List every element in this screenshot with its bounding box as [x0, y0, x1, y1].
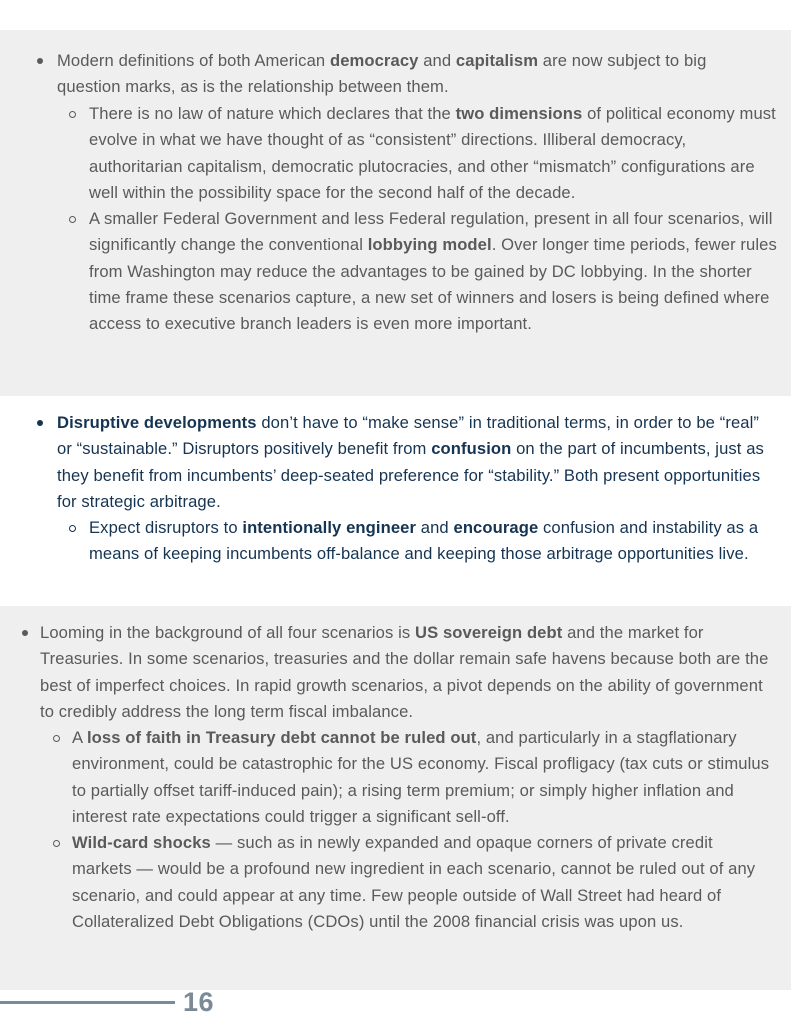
section-disruptive-developments	[0, 400, 791, 596]
bullet-democracy-capitalism: Modern definitions of both American democracy and capitalism are now subject to big question marks, as is the relationship between them.	[57, 48, 757, 101]
bullet-sovereign-debt: Looming in the background of all four scenarios is US sovereign debt and the market for Treasuries. In some scenarios, treasuries and the dollar remain safe havens because both are the best of imperfect choices. In rapid growth scenarios, a pivot depends on the ability of government to credibly address the long term fiscal imbalance.	[40, 620, 780, 725]
subbullet-list	[89, 101, 779, 338]
footer-rule	[0, 1001, 175, 1004]
section-democracy-capitalism	[0, 30, 791, 396]
subbullet-wild-card-shocks: Wild-card shocks — such as in newly expanded and opaque corners of private credit markets — would be a profound new ingredient in each scenario, cannot be ruled out of any scenario, and could appear at any time. Few people outside of Wall Street had heard of Collateralized Debt Obligations (CDOs) until the 2008 financial crisis was upon us.	[72, 830, 772, 935]
section-sovereign-debt	[0, 606, 791, 990]
subbullet-list	[89, 515, 779, 568]
subbullet-two-dimensions: There is no law of nature which declares that the two dimensions of political economy must evolve in what we have thought of as “consistent” directions. Illiberal democracy, authoritarian capitalism, democratic plutocracies, and other “mismatch” configurations are well within the possibility space for the second half of the decade.	[89, 101, 779, 206]
subbullet-list	[72, 725, 772, 935]
page-number: 16	[183, 987, 215, 1017]
subbullet-engineer-confusion: Expect disruptors to intentionally engineer and encourage confusion and instability as a means of keeping incumbents off-balance and keeping those arbitrage opportunities live.	[89, 515, 779, 568]
subbullet-lobbying-model: A smaller Federal Government and less Federal regulation, present in all four scenarios, will significantly change the conventional lobbying model. Over longer time periods, fewer rules from Washington may reduce the advantages to be gained by DC lobbying. In the shorter time frame these scenarios capture, a new set of winners and losers is being defined where access to executive branch leaders is even more important.	[89, 206, 779, 337]
bullet-disruptive-developments: Disruptive developments don’t have to “make sense” in traditional terms, in order to be “real” or “sustainable.” Disruptors positively benefit from confusion on the part of incumbents, just as they benefit from incumbents’ deep-seated preference for “stability.” Both present opportunities for strategic arbitrage.	[57, 410, 772, 515]
subbullet-treasury-faith: A loss of faith in Treasury debt cannot be ruled out, and particularly in a stagflationary environment, could be catastrophic for the US economy. Fiscal profligacy (tax cuts or stimulus to partially offset tariff-induced pain); a rising term premium; or simply higher inflation and interest rate expectations could trigger a significant sell-off.	[72, 725, 772, 830]
